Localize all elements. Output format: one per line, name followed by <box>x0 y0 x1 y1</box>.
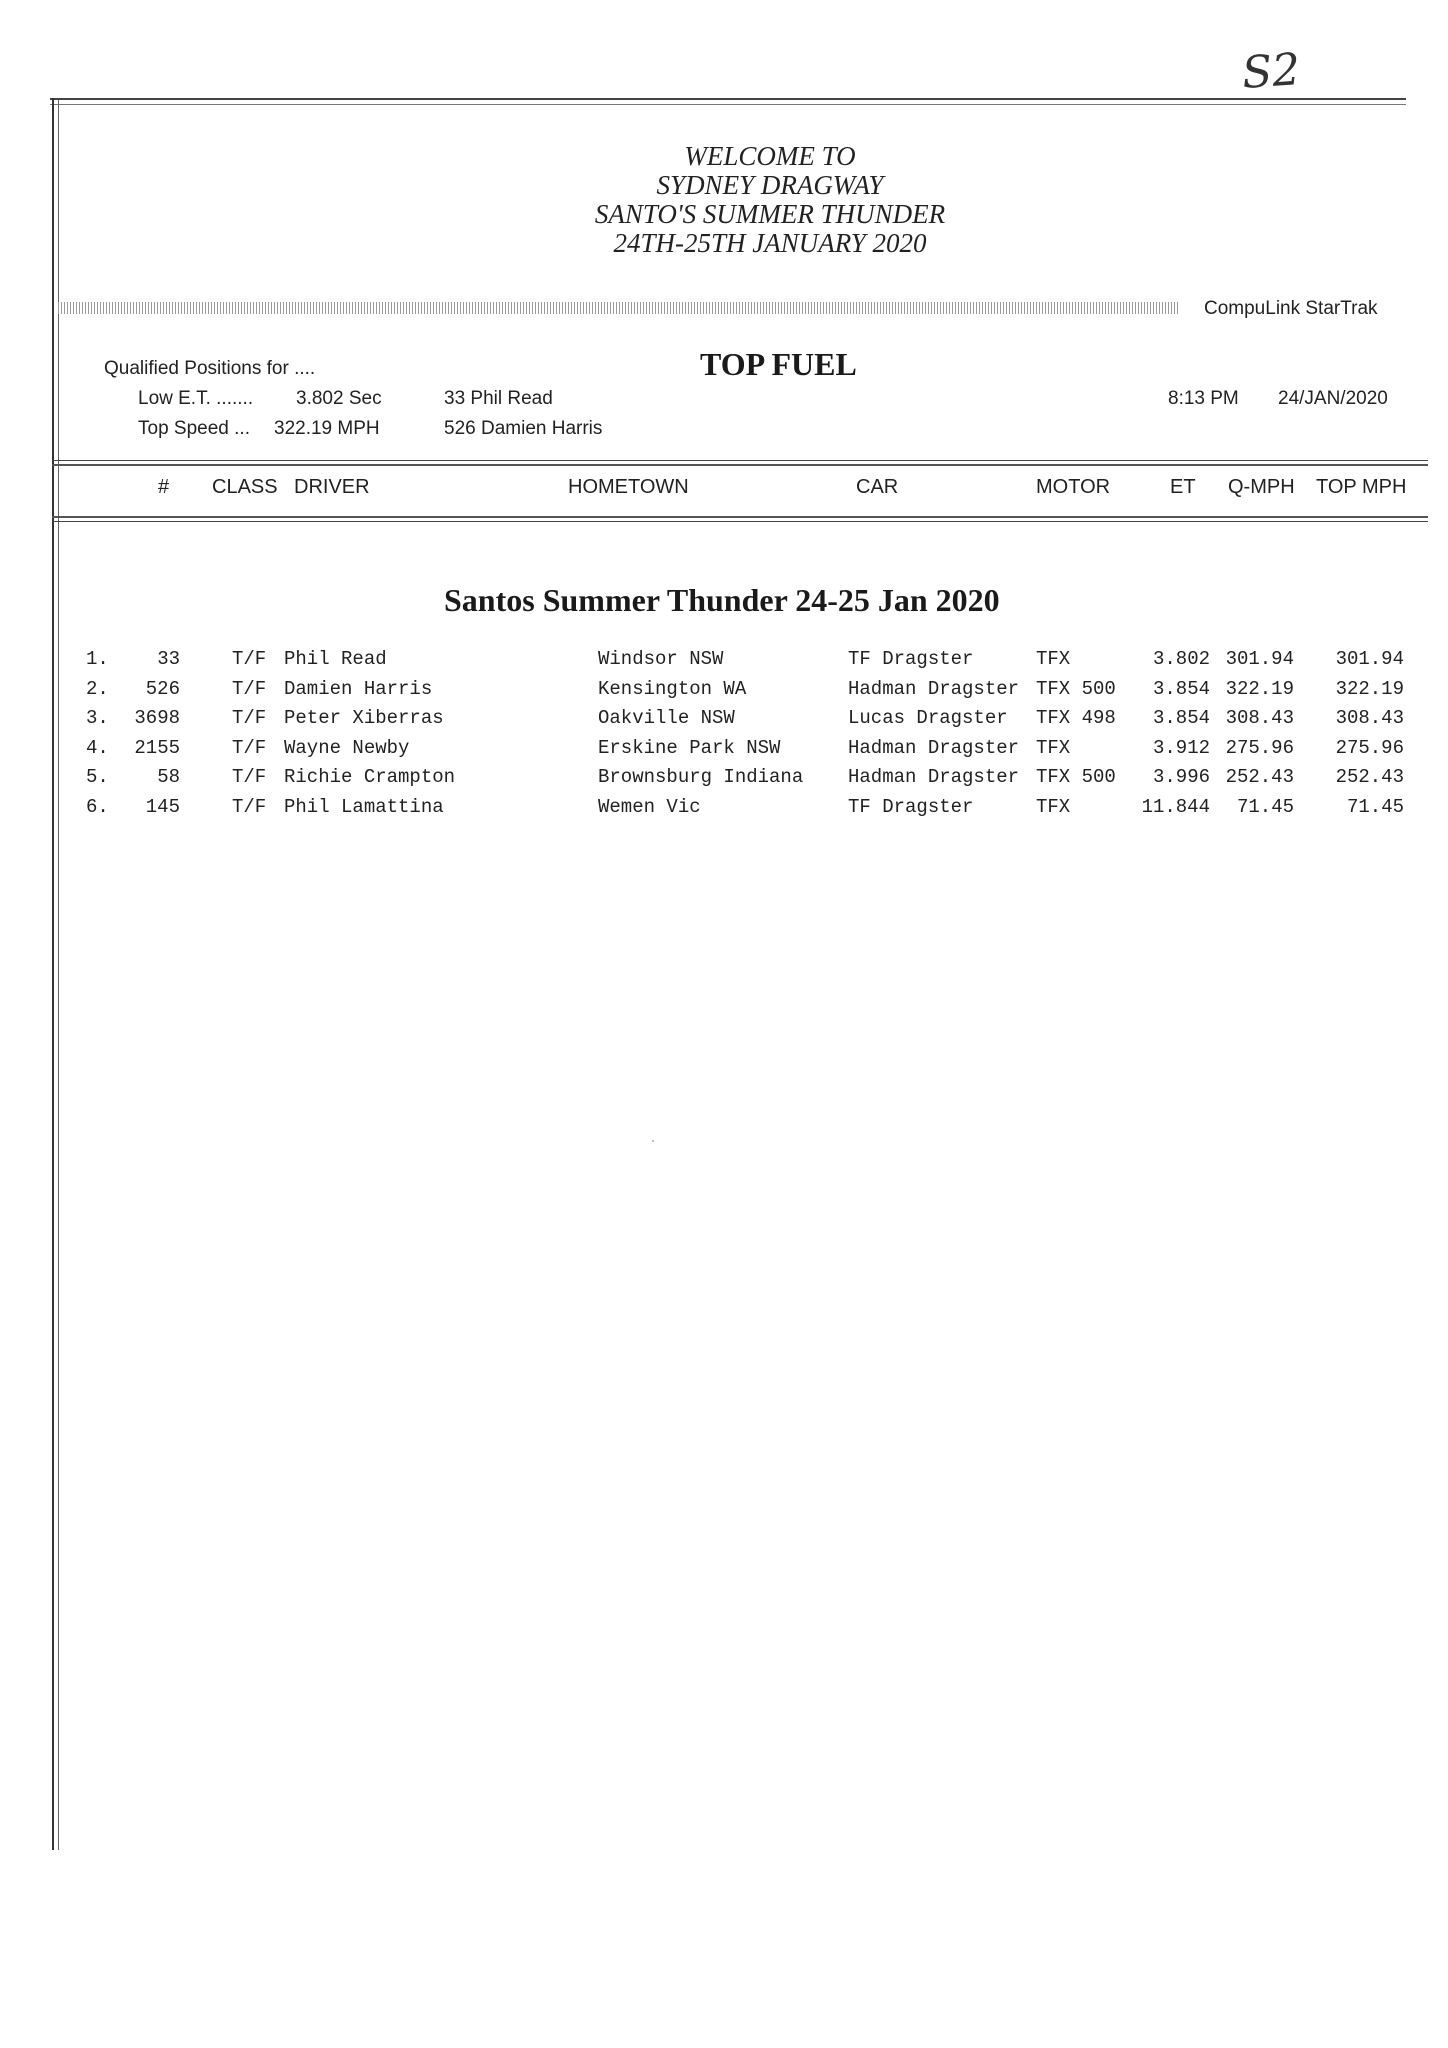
cell-pos: 3. <box>86 707 109 729</box>
cell-car: Lucas Dragster <box>848 707 1008 729</box>
welcome-header <box>540 142 1000 258</box>
cell-topmph: 275.96 <box>1335 736 1404 759</box>
cell-topmph: 301.94 <box>1335 648 1404 670</box>
cell-pos: 1. <box>86 648 109 670</box>
cell-topmph: 71.45 <box>1346 795 1404 818</box>
frame-top-line <box>50 98 1406 100</box>
col-header-hometown: HOMETOWN <box>568 476 689 498</box>
page-number-mark: S2 <box>1240 44 1302 99</box>
cell-pos: 2. <box>86 677 109 700</box>
cell-class: T/F <box>232 795 267 818</box>
cell-topmph: 308.43 <box>1335 707 1404 729</box>
top-speed-driver: 526 Damien Harris <box>444 418 603 439</box>
header-rule <box>52 460 1428 461</box>
welcome-line: WELCOME TO <box>684 141 856 171</box>
col-header-topmph: TOP MPH <box>1316 476 1407 498</box>
cell-car: TF Dragster <box>848 648 974 670</box>
cell-qmph: 252.43 <box>1225 766 1294 788</box>
cell-hometown: Erskine Park NSW <box>598 736 781 759</box>
welcome-line: SYDNEY DRAGWAY <box>656 170 884 200</box>
top-speed-label: Top Speed ... <box>138 418 250 439</box>
cell-motor: TFX 500 <box>1036 766 1116 788</box>
cell-topmph: 252.43 <box>1335 766 1404 788</box>
col-header-et: ET <box>1170 476 1196 498</box>
frame-left-line <box>52 98 54 1850</box>
col-header-class: CLASS <box>212 476 278 498</box>
cell-car: Hadman Dragster <box>848 736 1020 759</box>
frame-top-line-inner <box>50 104 1406 105</box>
cell-qmph: 322.19 <box>1225 677 1294 700</box>
print-date: 24/JAN/2020 <box>1278 388 1388 409</box>
col-header-qmph: Q-MPH <box>1228 476 1295 498</box>
cell-car: TF Dragster <box>848 795 974 818</box>
low-et-label: Low E.T. ....... <box>138 388 254 409</box>
cell-et: 3.912 <box>1152 736 1210 759</box>
cell-driver: Phil Lamattina <box>284 795 444 818</box>
cell-hometown: Kensington WA <box>598 677 747 700</box>
cell-driver: Phil Read <box>284 648 387 670</box>
cell-car: Hadman Dragster <box>848 766 1020 788</box>
cell-num: 33 <box>157 648 180 670</box>
cell-num: 58 <box>157 766 180 788</box>
cell-et: 3.854 <box>1152 707 1210 729</box>
cell-motor: TFX <box>1036 736 1071 759</box>
cell-et: 3.996 <box>1152 766 1210 788</box>
cell-qmph: 301.94 <box>1225 648 1294 670</box>
cell-num: 526 <box>145 677 180 700</box>
cell-motor: TFX 498 <box>1036 707 1116 729</box>
cell-driver: Damien Harris <box>284 677 433 700</box>
class-title: TOP FUEL <box>700 346 857 382</box>
header-rule <box>52 464 1428 466</box>
cell-pos: 4. <box>86 736 109 759</box>
cell-pos: 6. <box>86 795 109 818</box>
cell-hometown: Oakville NSW <box>598 707 735 729</box>
cell-class: T/F <box>232 648 267 670</box>
cell-topmph: 322.19 <box>1335 677 1404 700</box>
cell-num: 2155 <box>134 736 180 759</box>
col-header-driver: DRIVER <box>294 476 370 498</box>
cell-et: 11.844 <box>1141 795 1210 818</box>
cell-driver: Wayne Newby <box>284 736 410 759</box>
header-rule <box>52 521 1428 522</box>
cell-motor: TFX <box>1036 795 1071 818</box>
col-header-car: CAR <box>856 476 899 498</box>
cell-hometown: Windsor NSW <box>598 648 724 670</box>
cell-driver: Peter Xiberras <box>284 707 444 729</box>
cell-motor: TFX 500 <box>1036 677 1116 700</box>
dotted-band <box>58 302 1178 314</box>
event-title: Santos Summer Thunder 24-25 Jan 2020 <box>444 582 1000 618</box>
low-et-value: 3.802 Sec <box>296 388 382 409</box>
welcome-line: 24TH-25TH JANUARY 2020 <box>613 228 927 258</box>
low-et-driver: 33 Phil Read <box>444 388 553 409</box>
col-header-motor: MOTOR <box>1036 476 1111 498</box>
cell-num: 145 <box>145 795 180 818</box>
cell-num: 3698 <box>134 707 180 729</box>
cell-class: T/F <box>232 766 267 788</box>
cell-pos: 5. <box>86 766 109 788</box>
cell-et: 3.854 <box>1152 677 1210 700</box>
qualified-label: Qualified Positions for .... <box>104 358 316 379</box>
col-header-num: # <box>158 476 170 498</box>
cell-driver: Richie Crampton <box>284 766 456 788</box>
cell-qmph: 308.43 <box>1225 707 1294 729</box>
scan-speck <box>652 1140 654 1142</box>
cell-motor: TFX <box>1036 648 1071 670</box>
cell-hometown: Wemen Vic <box>598 795 701 818</box>
cell-class: T/F <box>232 736 267 759</box>
top-speed-value: 322.19 MPH <box>274 418 380 439</box>
cell-et: 3.802 <box>1152 648 1210 670</box>
cell-class: T/F <box>232 677 267 700</box>
cell-car: Hadman Dragster <box>848 677 1020 700</box>
header-rule <box>52 516 1428 518</box>
cell-class: T/F <box>232 707 267 729</box>
frame-left-line-inner <box>58 100 59 1850</box>
welcome-line: SANTO'S SUMMER THUNDER <box>594 199 946 229</box>
system-label: CompuLink StarTrak <box>1204 298 1378 319</box>
cell-qmph: 71.45 <box>1236 795 1294 818</box>
print-time: 8:13 PM <box>1168 388 1239 409</box>
cell-qmph: 275.96 <box>1225 736 1294 759</box>
cell-hometown: Brownsburg Indiana <box>598 766 804 788</box>
